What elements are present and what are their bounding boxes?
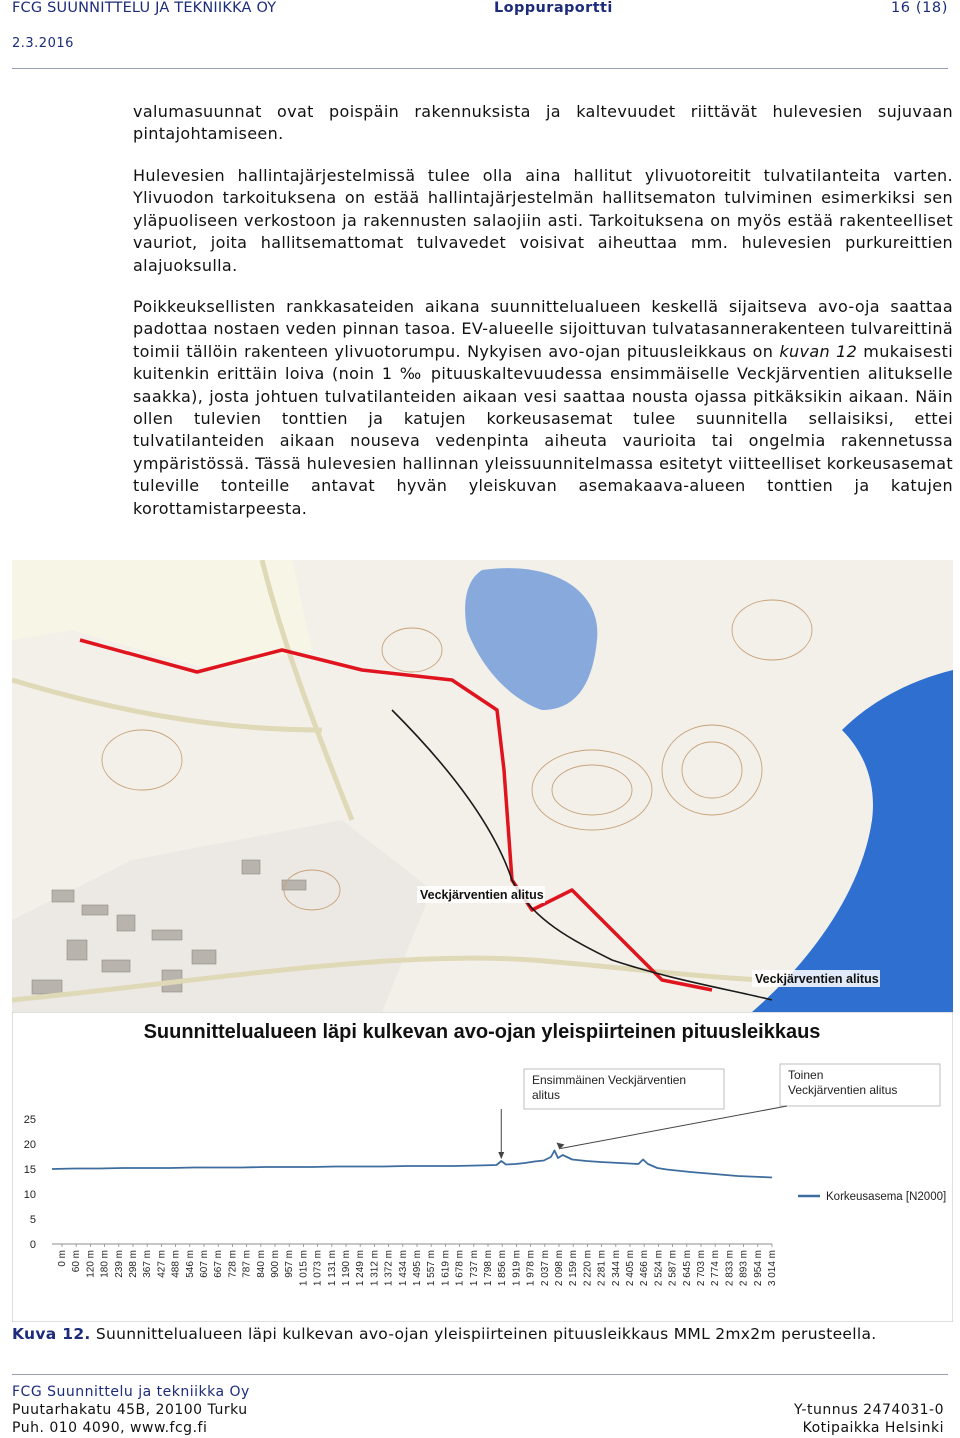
footer-contact: Puh. 010 4090, www.fcg.fi	[12, 1420, 208, 1436]
y-tick-label: 20	[23, 1139, 36, 1151]
x-tick-label: 120 m	[85, 1250, 97, 1278]
x-tick-label: 1 495 m	[412, 1250, 423, 1287]
footer-divider	[12, 1374, 948, 1375]
x-tick-label: 840 m	[255, 1250, 267, 1278]
paragraph-text-part: mukaisesti kuitenkin erittäin loiva (noin 1 ‰ pituuskaltevuudessa ensimmäiselle Veckjärventien alitukselle saakka), josta johtuen tulvatilanteiden aikaan vesi saattaa nousta ojassa pitkäksikin aikaan. Näin ollen tulevien tonttien ja katujen korkeusasemat tulee suunnitella sellaisiksi, ettei tulvatilanteiden aikaan nouseva vedenpinta aiheuta vaurioita tai ongelmia rakennetussa ympäristössä. Tässä hulevesien hallinnan yleissuunnitelmassa esitetyt viitteelliset korkeusasemat tuleville tonteille antavat hyvän yleiskuvan asemakaava-alueen tonttien ja katujen korottamistarpeesta.	[133, 341, 953, 518]
x-tick-label: 488 m	[170, 1250, 182, 1278]
y-tick-label: 0	[29, 1239, 36, 1251]
x-tick-label: 957 m	[284, 1250, 296, 1278]
header-divider	[12, 68, 948, 69]
y-tick-label: 15	[23, 1164, 36, 1176]
figure-caption	[12, 1325, 877, 1343]
x-tick-label: 2 405 m	[625, 1250, 636, 1287]
chart-title: Suunnittelualueen läpi kulkevan avo-ojan yleispiirteinen pituusleikkaus	[143, 1021, 821, 1043]
x-tick-label: 1 131 m	[326, 1250, 338, 1287]
x-tick-label: 1 312 m	[369, 1250, 381, 1287]
figure-reference: kuvan 12	[779, 341, 858, 361]
footer-domicile: Kotipaikka Helsinki	[802, 1420, 944, 1436]
footer-business-id: Y-tunnus 2474031-0	[794, 1402, 944, 1418]
x-tick-label: 0 m	[57, 1250, 68, 1267]
first-crossing-label: Veckjärventien alitus	[420, 888, 544, 902]
x-tick-label: 2 344 m	[610, 1250, 622, 1287]
paragraph-text: valumasuunnat ovat poispäin rakennuksista ja kaltevuudet riittävät hulevesien sujuvaan pintajohtamiseen.	[133, 102, 953, 144]
header-organization: FCG SUUNNITTELU JA TEKNIIKKA OY	[12, 0, 277, 16]
y-tick-label: 25	[23, 1114, 36, 1126]
x-tick-label: 787 m	[241, 1250, 253, 1278]
x-tick-label: 60 m	[71, 1250, 83, 1273]
topographic-map	[12, 560, 953, 1012]
page-header	[12, 0, 948, 70]
footer-company: FCG Suunnittelu ja tekniikka Oy	[12, 1384, 250, 1400]
paragraph-overflow-routes	[133, 165, 953, 277]
x-tick-label: 1 737 m	[468, 1250, 480, 1287]
paragraph-text	[133, 296, 953, 520]
x-tick-label: 2 159 m	[568, 1250, 580, 1287]
header-date: 2.3.2016	[12, 36, 74, 51]
x-tick-label: 2 281 m	[596, 1250, 608, 1287]
annotation-second-crossing: Toinen Veckjärventien alitus	[788, 1068, 898, 1097]
caption-text: Suunnittelualueen läpi kulkevan avo-ojan yleispiirteinen pituusleikkaus MML 2mx2m perusteella.	[95, 1325, 877, 1343]
x-tick-label: 1 798 m	[483, 1250, 494, 1287]
x-tick-label: 1 434 m	[397, 1250, 409, 1287]
annotation-first-crossing: Ensimmäinen Veckjärventien alitus	[532, 1073, 687, 1102]
x-tick-label: 2 954 m	[752, 1250, 764, 1287]
legend-label: Korkeusasema [N2000]	[826, 1191, 947, 1203]
x-tick-label: 1 978 m	[525, 1250, 537, 1287]
x-tick-label: 2 037 m	[539, 1250, 551, 1287]
second-crossing-label: Veckjärventien alitus	[755, 972, 879, 986]
x-tick-label: 2 703 m	[696, 1250, 707, 1287]
header-report-title: Loppuraportti	[494, 0, 613, 16]
longitudinal-profile-chart	[12, 1012, 953, 1322]
x-tick-label: 2 893 m	[738, 1250, 750, 1287]
footer-address: Puutarhakatu 45B, 20100 Turku	[12, 1402, 248, 1418]
page-footer	[12, 1374, 948, 1438]
x-tick-label: 367 m	[142, 1250, 154, 1278]
x-tick-label: 2 833 m	[724, 1250, 736, 1287]
x-tick-label: 3 014 m	[767, 1250, 778, 1287]
x-tick-label: 1 557 m	[426, 1250, 438, 1287]
x-tick-label: 728 m	[227, 1250, 239, 1278]
x-tick-label: 298 m	[128, 1250, 139, 1278]
x-tick-label: 1 190 m	[341, 1250, 352, 1287]
x-tick-label: 1 678 m	[454, 1250, 466, 1287]
y-tick-label: 5	[29, 1214, 36, 1226]
x-tick-label: 900 m	[270, 1250, 281, 1278]
caption-label: Kuva 12.	[12, 1325, 91, 1343]
x-tick-label: 2 774 m	[710, 1250, 722, 1287]
x-tick-label: 239 m	[113, 1250, 125, 1278]
map-label-second-crossing	[752, 970, 880, 987]
header-page-number: 16 (18)	[890, 0, 948, 16]
map-label-first-crossing	[417, 886, 545, 903]
y-tick-label: 10	[23, 1189, 36, 1201]
x-tick-label: 607 m	[199, 1250, 210, 1278]
x-tick-label: 180 m	[99, 1250, 111, 1278]
x-tick-label: 2 098 m	[554, 1250, 565, 1287]
x-tick-label: 2 466 m	[639, 1250, 651, 1287]
paragraph-flood-levels	[133, 296, 953, 520]
paragraph-intro	[133, 101, 953, 146]
paragraph-text-part: Poikkeuksellisten rankkasateiden aikana suunnittelualueen keskellä sijaitseva avo-oja saattaa padottaa nostaen veden pinnan tasoa. EV-alueelle sijoittuvan tulvatasannerakenteen tulvareittinä toimii tällöin rakenteen ylivuotorumpu. Nykyisen avo-ojan pituusleikkaus on	[133, 297, 953, 361]
x-tick-label: 2 524 m	[653, 1250, 665, 1287]
x-tick-label: 1 856 m	[497, 1250, 509, 1287]
x-tick-label: 667 m	[213, 1250, 225, 1278]
x-tick-label: 1 619 m	[440, 1250, 452, 1287]
x-tick-label: 1 372 m	[383, 1250, 395, 1287]
x-tick-label: 427 m	[156, 1250, 168, 1278]
x-tick-label: 546 m	[184, 1250, 196, 1278]
x-tick-label: 2 645 m	[681, 1250, 693, 1287]
x-tick-label: 1 073 m	[312, 1250, 324, 1287]
x-tick-label: 2 220 m	[582, 1250, 594, 1287]
x-tick-label: 1 015 m	[298, 1250, 310, 1287]
x-tick-label: 1 919 m	[511, 1250, 523, 1287]
x-tick-label: 1 249 m	[355, 1250, 367, 1287]
x-tick-label: 2 587 m	[667, 1250, 679, 1287]
paragraph-text: Hulevesien hallintajärjestelmissä tulee olla aina hallitut ylivuotoreitit tulvatilanteita varten. Ylivuodon tarkoituksena on estää hallintajärjestelmän hallitsematon tulviminen esimerkiksi sen yläpuoliseen verkostoon ja rakennusten salaojiin asti. Tarkoituksena on myös estää rakenteelliset vauriot, joita hallitsemattomat tulvavedet voisivat aiheuttaa mm. hulevesien purkureittien alajuoksulla.	[133, 166, 953, 275]
